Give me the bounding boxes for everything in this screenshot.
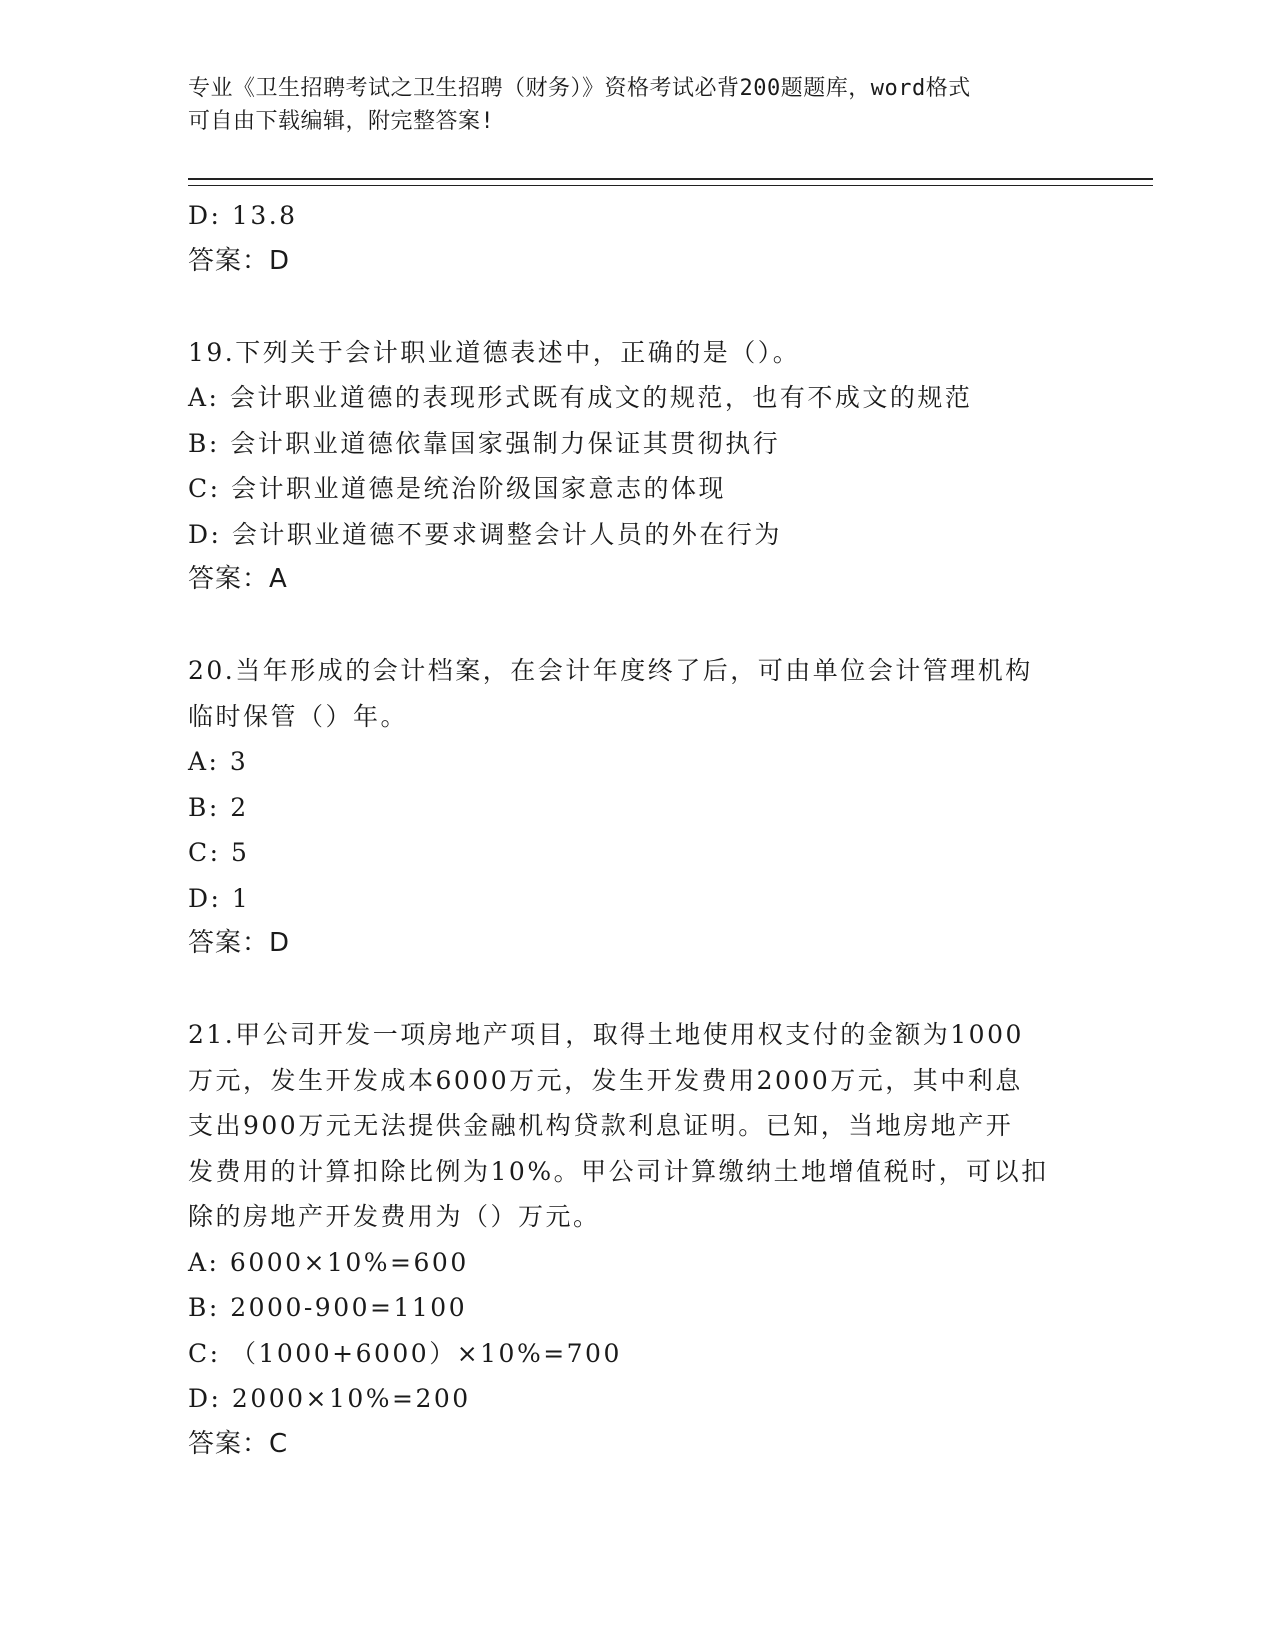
question-stem-line-5: 除的房地产开发费用为（）万元。	[188, 1202, 601, 1231]
question-list	[188, 193, 1088, 1467]
question-stem: 19.下列关于会计职业道德表述中，正确的是（）。	[188, 337, 801, 367]
question-stem-line-4: 发费用的计算扣除比例为10%。甲公司计算缴纳土地增值税时，可以扣	[188, 1156, 1049, 1186]
option-b: B: 2	[188, 792, 249, 822]
option-c: C: 5	[188, 838, 250, 867]
option-a: A: 6000×10%=600	[188, 1247, 469, 1277]
question-stem-line-1: 20.当年形成的会计档案，在会计年度终了后，可由单位会计管理机构	[188, 656, 1033, 685]
header-divider	[188, 178, 1153, 186]
question-19	[188, 330, 1088, 603]
question-21	[188, 1012, 1088, 1467]
option-c: C: （1000+6000）×10%=700	[188, 1338, 622, 1368]
page-header	[188, 72, 1088, 138]
option-d: D: 2000×10%=200	[188, 1384, 471, 1413]
spacer	[188, 603, 1088, 649]
option-b: B: 2000-900=1100	[188, 1293, 468, 1322]
option-a: A: 3	[188, 747, 249, 776]
answer-label: 答案：C	[188, 1428, 289, 1459]
option-b: B: 会计职业道德依靠国家强制力保证其贯彻执行	[188, 428, 781, 458]
question-stem-line-3: 支出900万元无法提供金融机构贷款利息证明。已知，当地房地产开	[188, 1111, 1014, 1140]
answer-label: 答案：A	[188, 564, 288, 594]
header-title-line-1: 专业《卫生招聘考试之卫生招聘（财务）》资格考试必背200题题库，word格式	[188, 76, 971, 101]
answer-label: 答案：D	[188, 245, 291, 276]
question-stem-line-1: 21.甲公司开发一项房地产项目，取得土地使用权支付的金额为1000	[188, 1020, 1024, 1049]
spacer	[188, 967, 1088, 1013]
spacer	[188, 284, 1088, 330]
question-stem-line-2: 临时保管（）年。	[188, 701, 409, 731]
option-d: D: 13.8	[188, 201, 298, 230]
header-title-line-2: 可自由下载编辑，附完整答案!	[188, 109, 495, 134]
option-d: D: 1	[188, 883, 251, 913]
answer-label: 答案：D	[188, 928, 291, 958]
option-d: D: 会计职业道德不要求调整会计人员的外在行为	[188, 519, 782, 549]
question-18-tail	[188, 193, 1088, 284]
question-20	[188, 648, 1088, 967]
question-stem-line-2: 万元，发生开发成本6000万元，发生开发费用2000万元，其中利息	[188, 1065, 1023, 1095]
option-a: A: 会计职业道德的表现形式既有成文的规范，也有不成文的规范	[188, 383, 973, 412]
option-c: C: 会计职业道德是统治阶级国家意志的体现	[188, 474, 726, 503]
